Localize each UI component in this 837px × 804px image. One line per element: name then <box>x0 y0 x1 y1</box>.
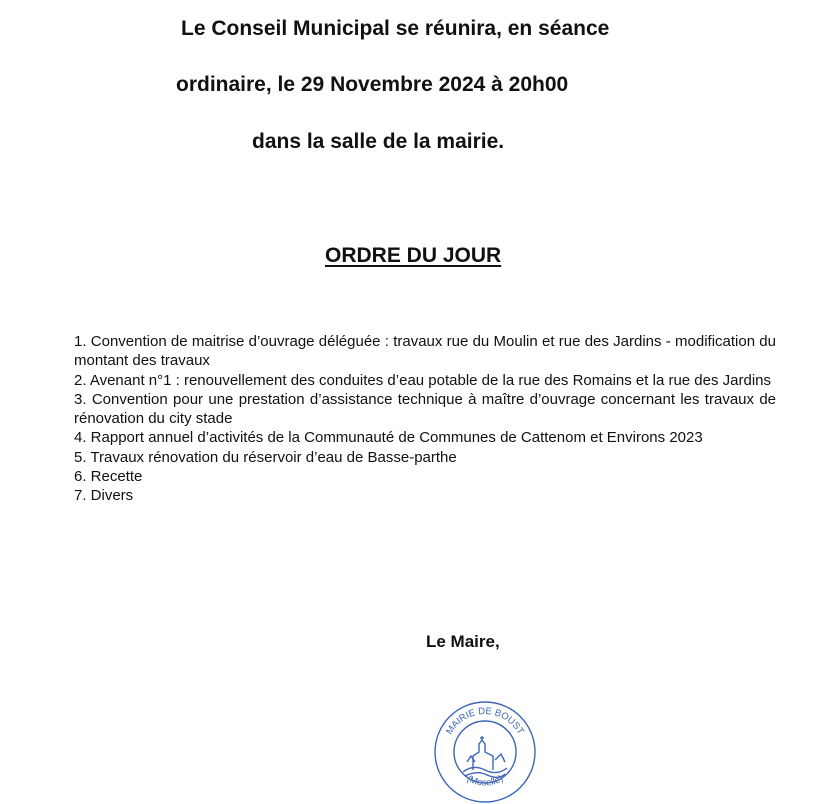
agenda-item: 3. Convention pour une prestation d’assistance technique à maître d’ouvrage concernant les travaux de rénovation du city stade <box>74 390 776 428</box>
agenda-item: 1. Convention de maitrise d’ouvrage déléguée : travaux rue du Moulin et rue des Jardins - modification du montant des travaux <box>74 333 776 370</box>
stamp-top-textpath: MAIRIE DE BOUST <box>444 705 526 737</box>
agenda-item: 6. Recette <box>74 468 143 486</box>
agenda-item: 4. Rapport annuel d’activités de la Communauté de Communes de Cattenom et Environs 2023 <box>74 429 703 447</box>
agenda-item: 5. Travaux rénovation du réservoir d’eau de Basse-parthe <box>74 448 457 466</box>
header-line-3: dans la salle de la mairie. <box>252 130 505 153</box>
agenda-item: 7. Divers <box>74 487 134 505</box>
stamp-bottom-textpath: (Moselle) <box>464 773 506 789</box>
agenda-title: ORDRE DU JOUR <box>325 244 502 267</box>
stamp-emblem-icon <box>463 736 507 777</box>
header-line-2: ordinaire, le 29 Novembre 2024 à 20h00 <box>176 73 569 96</box>
agenda-list <box>74 332 776 506</box>
signature-label: Le Maire, <box>426 632 500 651</box>
stamp-bottom-text <box>465 773 505 788</box>
agenda-item: 2. Avenant n°1 : renouvellement des conduites d’eau potable de la rue des Romains et la rue des Jardins <box>74 371 772 389</box>
header-line-1: Le Conseil Municipal se réunira, en séance <box>181 17 610 40</box>
mairie-stamp <box>433 700 537 804</box>
